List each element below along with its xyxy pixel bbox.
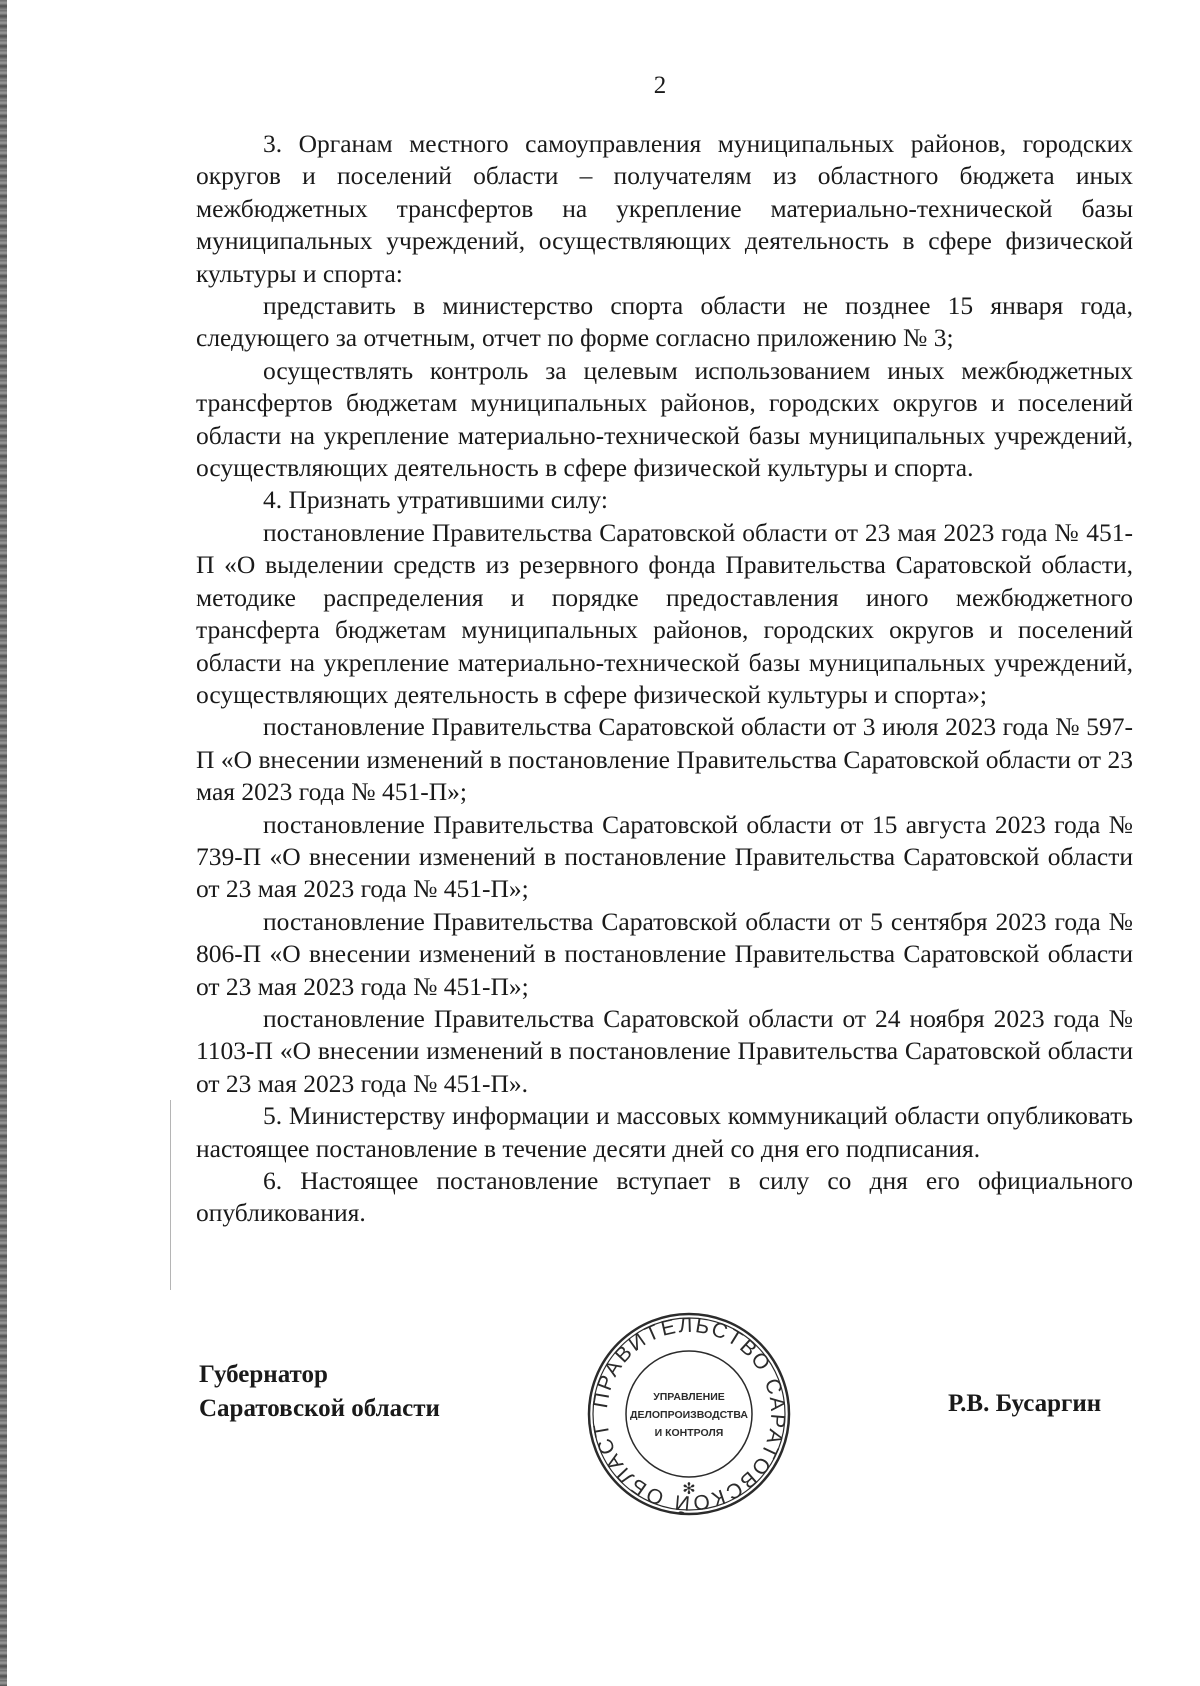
official-stamp [586,1311,792,1517]
paragraph-4-item-597: постановление Правительства Саратовской области от 3 июля 2023 года № 597-П «О внесении изменений в постановление Правительства Саратовской области от 23 мая 2023 года № 451-П»; [196,712,1133,807]
scan-margin-line [170,1100,171,1290]
signatory-title [199,1358,440,1426]
paragraph-4-item-739: постановление Правительства Саратовской области от 15 августа 2023 года № 739-П «О внесении изменений в постановление Правительства Саратовской области от 23 мая 2023 года № 451-П»; [196,809,1133,904]
paragraph-3-control: осуществлять контроль за целевым использованием иных межбюджетных трансфертов бюджетам муниципальных районов, городских округов и поселений области на укрепление материально-технической базы муниципальных учреждений, осуществляющих деятельность в сфере физической культуры и спорта. [196,355,1133,483]
signatory-title-line2: Саратовской области [199,1395,440,1422]
stamp-inner-line3: И КОНТРОЛЯ [654,1427,724,1439]
paragraph-4-item-451: постановление Правительства Саратовской области от 23 мая 2023 года № 451-П «О выделении средств из резервного фонда Правительства Саратовской области, методике распределения и порядке предоставления иного межбюджетного трансферта бюджетам муниципальных районов, городских округов и поселений области на укрепление материально-технической базы муниципальных учреждений, осуществляющих деятельность в сфере физической культуры и спорта»; [196,517,1133,709]
signatory-title-line1: Губернатор [199,1361,328,1388]
paragraph-6: 6. Настоящее постановление вступает в силу со дня его официального опубликования. [196,1166,1133,1228]
stamp-inner-line1: УПРАВЛЕНИЕ [653,1391,725,1403]
paragraph-4-intro: 4. Признать утратившими силу: [263,485,608,515]
paragraph-4-item-806: постановление Правительства Саратовской области от 5 сентября 2023 года № 806-П «О внесении изменений в постановление Правительства Саратовской области от 23 мая 2023 года № 451-П»; [196,906,1133,1001]
stamp-ring-text: ПРАВИТЕЛЬСТВО САРАТОВСКОЙ ОБЛАСТ [588,1313,790,1515]
scan-edge [0,0,7,1686]
stamp-inner-line2: ДЕЛОПРОИЗВОДСТВА [630,1409,748,1421]
document-body [196,128,1133,1230]
stamp-graphic [586,1311,792,1517]
paragraph-5: 5. Министерству информации и массовых коммуникаций области опубликовать настоящее постановление в течение десяти дней со дня его подписания. [196,1101,1133,1163]
stamp-star-icon: ✻ [682,1479,696,1498]
page-number: 2 [653,72,667,99]
paragraph-3-report: представить в министерство спорта области не позднее 15 января года, следующего за отчетным, отчет по форме согласно приложению № 3; [196,291,1133,353]
paragraph-3-intro: 3. Органам местного самоуправления муниципальных районов, городских округов и поселений области – получателям из областного бюджета иных межбюджетных трансфертов на укрепление материально-технической базы муниципальных учреждений, осуществляющих деятельность в сфере физической культуры и спорта: [196,129,1133,288]
signatory-name: Р.В. Бусаргин [948,1390,1102,1417]
paragraph-4-item-1103: постановление Правительства Саратовской области от 24 ноября 2023 года № 1103-П «О внесении изменений в постановление Правительства Саратовской области от 23 мая 2023 года № 451-П». [196,1003,1133,1098]
